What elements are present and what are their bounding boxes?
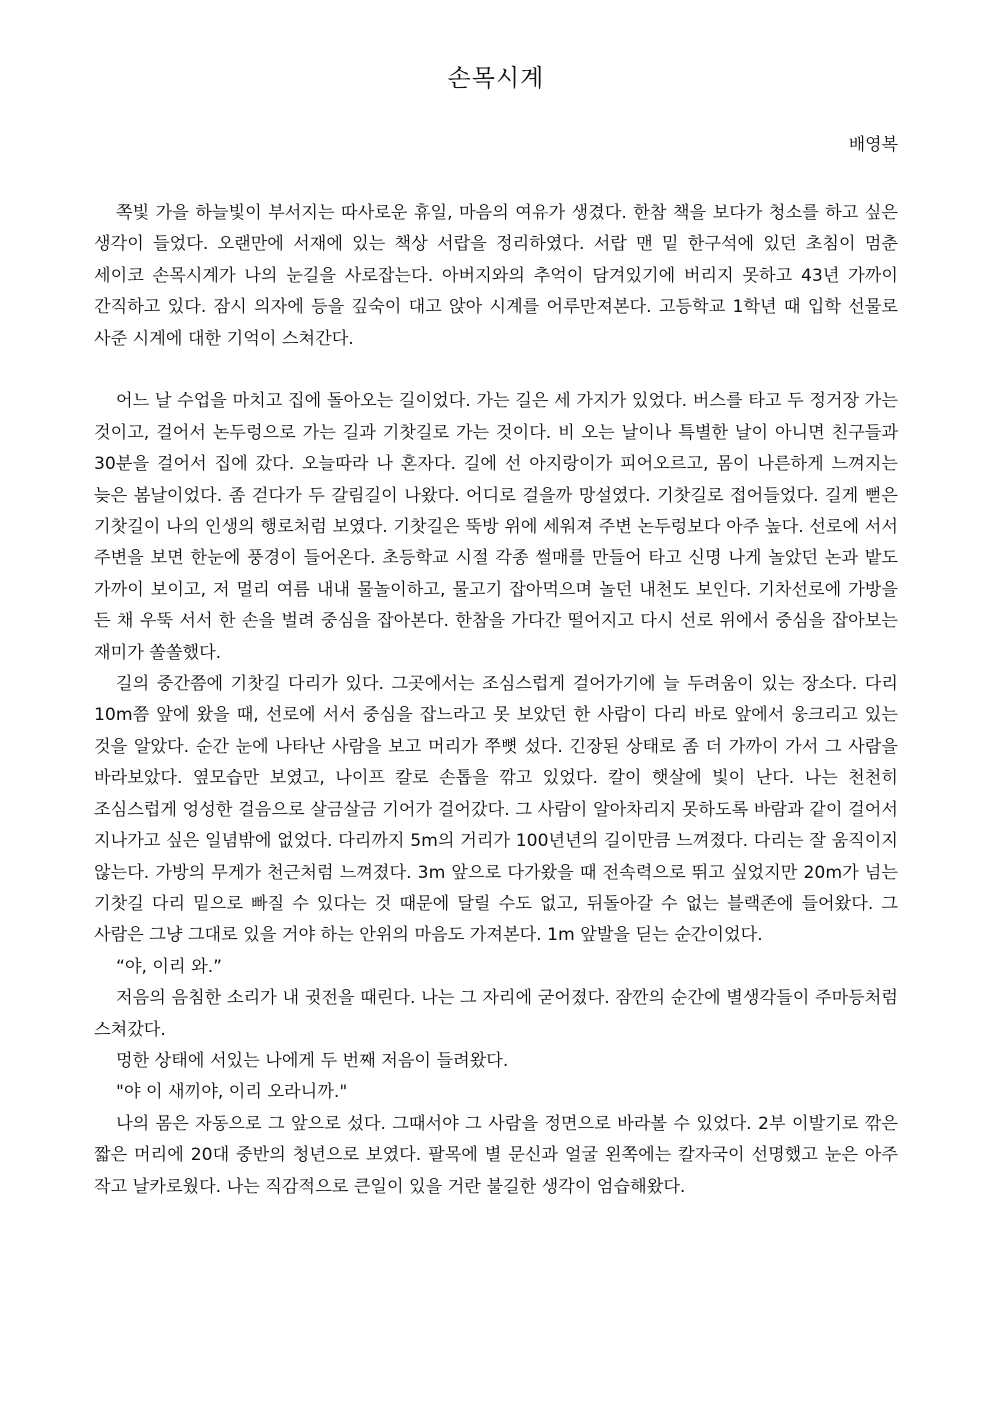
- paragraph-gap: [94, 355, 898, 386]
- dialogue-line: "야 이 새끼야, 이리 오라니까.": [116, 1082, 348, 1103]
- paragraph: 쪽빛 가을 하늘빛이 부서지는 따사로운 휴일, 마음의 여유가 생겼다. 한참 책을 보다가 청소를 하고 싶은 생각이 들었다. 오랜만에 서재에 있는 책상 서랍을 정리하였다. 서랍 맨 밑 한구석에 있던 초침이 멈춘 세이코 손목시계가 나의 눈길을 사로잡는다. 아버지와의 추억이 담겨있기에 버리지 못하고 43년 가까이 간직하고 있다. 잠시 의자에 등을 깊숙이 대고 앉아 시계를 어루만져본다. 고등학교 1학년 때 입학 선물로 사준 시계에 대한 기억이 스쳐간다.: [94, 203, 898, 349]
- paragraph: 저음의 음침한 소리가 내 귓전을 때린다. 나는 그 자리에 굳어졌다. 잠깐의 순간에 별생각들이 주마등처럼 스쳐갔다.: [94, 988, 898, 1040]
- paragraph: 길의 중간쯤에 기찻길 다리가 있다. 그곳에서는 조심스럽게 걸어가기에 늘 두려움이 있는 장소다. 다리 10m쯤 앞에 왔을 때, 선로에 서서 중심을 잡느라고 못 보았던 한 사람이 다리 바로 앞에서 웅크리고 있는 것을 알았다. 순간 눈에 나타난 사람을 보고 머리가 쭈뼛 섰다. 긴장된 상태로 좀 더 가까이 가서 그 사람을 바라보았다. 옆모습만 보였고, 나이프 칼로 손톱을 깎고 있었다. 칼이 햇살에 빛이 난다. 나는 천천히 조심스럽게 엉성한 걸음으로 살금살금 기어가 걸어갔다. 그 사람이 알아차리지 못하도록 바람과 같이 걸어서 지나가고 싶은 일념밖에 없었다. 다리까지 5m의 거리가 100년년의 길이만큼 느껴졌다. 다리는 잘 움직이지 않는다. 가방의 무게가 천근처럼 느껴졌다. 3m 앞으로 다가왔을 때 전속력으로 뛰고 싶었지만 20m가 넘는 기찻길 다리 밑으로 빠질 수 있다는 것 때문에 달릴 수도 없고, 뒤돌아갈 수 없는 블랙존에 들어왔다. 그 사람은 그냥 그대로 있을 거야 하는 안위의 마음도 가져본다. 1m 앞발을 딛는 순간이었다.: [94, 674, 898, 946]
- dialogue-line: “야, 이리 와.”: [116, 956, 223, 977]
- paragraph: 어느 날 수업을 마치고 집에 돌아오는 길이었다. 가는 길은 세 가지가 있었다. 버스를 타고 두 정거장 가는 것이고, 걸어서 논두렁으로 가는 길과 기찻길로 가는 것이다. 비 오는 날이나 특별한 날이 아니면 친구들과 30분을 걸어서 집에 갔다. 오늘따라 나 혼자다. 길에 선 아지랑이가 피어오르고, 몸이 나른하게 느껴지는 늦은 봄날이었다. 좀 걷다가 두 갈림길이 나왔다. 어디로 걸을까 망설였다. 기찻길로 접어들었다. 길게 뻗은 기찻길이 나의 인생의 행로처럼 보였다. 기찻길은 뚝방 위에 세워져 주변 논두렁보다 아주 높다. 선로에 서서 주변을 보면 한눈에 풍경이 들어온다. 초등학교 시절 각종 썰매를 만들어 타고 신명 나게 놀았던 논과 밭도 가까이 보이고, 저 멀리 여름 내내 물놀이하고, 물고기 잡아먹으며 놀던 내천도 보인다. 기차선로에 가방을 든 채 우뚝 서서 한 손을 벌려 중심을 잡아본다. 한참을 가다간 떨어지고 다시 선로 위에서 중심을 잡아보는 재미가 쏠쏠했다.: [94, 391, 898, 663]
- author-name: 배영복: [848, 135, 898, 155]
- essay-title: 손목시계: [447, 64, 545, 92]
- paragraph: 멍한 상태에 서있는 나에게 두 번째 저음이 들려왔다.: [116, 1050, 509, 1071]
- essay-body: [94, 198, 898, 1203]
- paragraph: 나의 몸은 자동으로 그 앞으로 섰다. 그때서야 그 사람을 정면으로 바라볼 수 있었다. 2부 이발기로 깎은 짧은 머리에 20대 중반의 청년으로 보였다. 팔목에 별 문신과 얼굴 왼쪽에는 칼자국이 선명했고 눈은 아주 작고 날카로웠다. 나는 직감적으로 큰일이 있을 거란 불길한 생각이 엄습해왔다.: [94, 1113, 898, 1197]
